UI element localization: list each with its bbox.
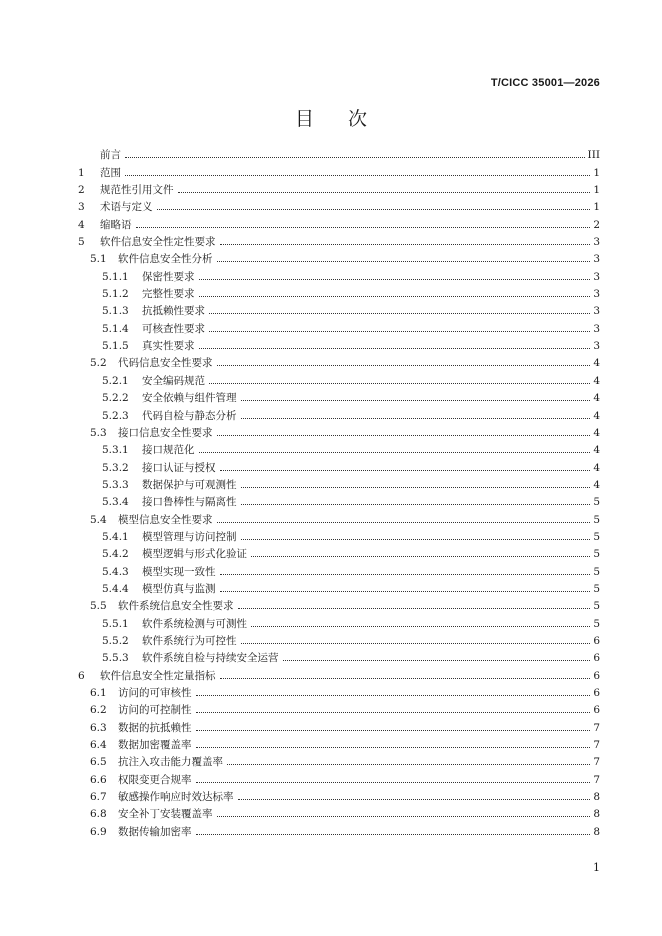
toc-entry-number: 5.2.2 — [102, 392, 129, 405]
dot-leader — [251, 556, 590, 557]
toc-entry[interactable] — [78, 735, 600, 752]
toc-entry-page: 8 — [593, 825, 600, 838]
toc-entry-label: 代码自检与静态分析 — [142, 409, 237, 422]
toc-entry[interactable] — [78, 752, 600, 769]
toc-entry-label: 接口认证与授权 — [142, 461, 216, 474]
toc-entry-number: 5 — [78, 236, 85, 249]
toc-entry-page: 6 — [593, 669, 600, 682]
toc-entry-page: 3 — [593, 253, 600, 266]
toc-entry[interactable] — [78, 665, 600, 682]
toc-entry-label: 接口规范化 — [142, 444, 195, 457]
toc-entry-page: III — [587, 149, 600, 162]
toc-entry-label: 敏感操作响应时效达标率 — [118, 791, 234, 804]
toc-entry[interactable] — [78, 821, 600, 838]
toc-entry-number: 5.3 — [90, 426, 107, 439]
dot-leader — [209, 383, 590, 384]
toc-entry[interactable] — [78, 631, 600, 648]
dot-leader — [209, 331, 590, 332]
dot-leader — [238, 608, 591, 609]
dot-leader — [125, 157, 585, 158]
toc-entry-page: 5 — [593, 600, 600, 613]
toc-entry[interactable] — [78, 700, 600, 717]
toc-entry[interactable] — [78, 180, 600, 197]
toc-entry-page: 4 — [593, 409, 600, 422]
dot-leader — [220, 591, 591, 592]
toc-entry-page: 5 — [593, 565, 600, 578]
toc-entry-label: 范围 — [100, 166, 121, 179]
toc-entry-number: 5.4.4 — [102, 582, 129, 595]
toc-entry-page: 4 — [593, 444, 600, 457]
document-code: T/CICC 35001—2026 — [490, 77, 600, 89]
dot-leader — [241, 400, 591, 401]
toc-entry-page: 5 — [593, 582, 600, 595]
dot-leader — [241, 487, 591, 488]
toc-entry-number: 6.6 — [90, 773, 107, 786]
toc-entry-number: 6.9 — [90, 825, 107, 838]
toc-entry-page: 1 — [593, 166, 600, 179]
toc-entry-number: 5.3.1 — [102, 444, 129, 457]
toc-entry[interactable] — [78, 370, 600, 387]
toc-entry[interactable] — [78, 284, 600, 301]
toc-entry[interactable] — [78, 769, 600, 786]
toc-entry[interactable] — [78, 492, 600, 509]
toc-entry-number: 5.2.1 — [102, 374, 129, 387]
toc-entry[interactable] — [78, 266, 600, 283]
dot-leader — [241, 643, 591, 644]
toc-entry[interactable] — [78, 353, 600, 370]
toc-entry-page: 4 — [593, 392, 600, 405]
toc-entry-label: 完整性要求 — [142, 288, 195, 301]
toc-entry-number: 5.4.1 — [102, 530, 129, 543]
toc-entry-label: 安全补丁安装覆盖率 — [118, 808, 213, 821]
toc-entry-label: 规范性引用文件 — [100, 184, 174, 197]
toc-entry-number: 6.2 — [90, 704, 107, 717]
toc-entry-page: 7 — [593, 721, 600, 734]
toc-entry[interactable] — [78, 423, 600, 440]
dot-leader — [227, 764, 590, 765]
dot-leader — [217, 261, 591, 262]
toc-entry-number: 6.4 — [90, 739, 107, 752]
toc-entry-page: 5 — [593, 548, 600, 561]
dot-leader — [199, 452, 591, 453]
toc-entry-label: 软件系统检测与可测性 — [142, 617, 247, 630]
toc-entry-number: 5.2 — [90, 357, 107, 370]
toc-entry-page: 3 — [593, 270, 600, 283]
dot-leader — [241, 539, 591, 540]
dot-leader — [238, 799, 591, 800]
dot-leader — [136, 227, 591, 228]
toc-entry-number: 6.3 — [90, 721, 107, 734]
toc-entry-label: 前言 — [100, 149, 121, 162]
toc-entry[interactable] — [78, 440, 600, 457]
toc-entry[interactable] — [78, 579, 600, 596]
toc-entry-label: 安全依赖与组件管理 — [142, 392, 237, 405]
page-number: 1 — [593, 861, 600, 874]
toc-entry-number: 5.1.4 — [102, 322, 129, 335]
toc-entry-page: 4 — [593, 426, 600, 439]
toc-entry-number: 6.8 — [90, 808, 107, 821]
dot-leader — [196, 712, 591, 713]
toc-entry-number: 5.1.5 — [102, 340, 129, 353]
toc-entry[interactable] — [78, 405, 600, 422]
toc-entry[interactable] — [78, 648, 600, 665]
toc-entry[interactable] — [78, 388, 600, 405]
toc-entry-number: 5.1.3 — [102, 305, 129, 318]
dot-leader — [217, 365, 591, 366]
toc-entry-label: 访问的可审核性 — [118, 687, 192, 699]
toc-entry-number: 5.2.3 — [102, 409, 129, 422]
dot-leader — [199, 279, 591, 280]
toc-entry-number: 5.4 — [90, 513, 107, 526]
toc-entry-label: 抗注入攻击能力覆盖率 — [118, 756, 223, 769]
dot-leader — [220, 678, 591, 679]
toc-entry-label: 数据加密覆盖率 — [118, 739, 192, 752]
toc-entry-label: 软件系统自检与持续安全运营 — [142, 652, 279, 665]
dot-leader — [199, 296, 591, 297]
toc-entry-label: 模型逻辑与形式化验证 — [142, 548, 247, 561]
toc-entry-number: 4 — [78, 218, 85, 231]
toc-entry-page: 5 — [593, 530, 600, 543]
toc-entry-page: 4 — [593, 478, 600, 491]
dot-leader — [220, 244, 591, 245]
toc-entry[interactable] — [78, 475, 600, 492]
toc-entry[interactable] — [78, 197, 600, 214]
toc-entry[interactable] — [78, 301, 600, 318]
toc-entry-label: 软件系统行为可控性 — [142, 634, 237, 647]
toc-entry-label: 模型实现一致性 — [142, 565, 216, 578]
toc-entry-label: 软件信息安全性分析 — [118, 253, 213, 266]
toc-entry-label: 真实性要求 — [142, 340, 195, 353]
toc-entry-label: 访问的可控制性 — [118, 704, 192, 717]
toc-entry-page: 5 — [593, 496, 600, 509]
toc-entry-label: 模型仿真与监测 — [142, 582, 216, 595]
toc-entry-page: 5 — [593, 617, 600, 630]
toc-entry-label: 保密性要求 — [142, 270, 195, 283]
toc-entry-page: 4 — [593, 357, 600, 370]
toc-entry-label: 软件信息安全性定性要求 — [100, 236, 216, 249]
dot-leader — [125, 175, 590, 176]
dot-leader — [217, 435, 591, 436]
toc-entry-page: 6 — [593, 687, 600, 699]
toc-entry[interactable] — [78, 318, 600, 335]
toc-entry[interactable] — [78, 613, 600, 630]
toc-entry-page: 3 — [593, 288, 600, 301]
dot-leader — [196, 730, 591, 731]
toc-entry-page: 4 — [593, 461, 600, 474]
toc-entry-number: 5.3.2 — [102, 461, 129, 474]
toc-entry-number: 5.5 — [90, 600, 107, 613]
toc-entry-number: 5.1.2 — [102, 288, 129, 301]
dot-leader — [178, 192, 591, 193]
toc-entry-page: 4 — [593, 374, 600, 387]
toc-entry-page: 7 — [593, 756, 600, 769]
toc-entry-page: 1 — [593, 184, 600, 197]
toc-entry-number: 6 — [78, 669, 85, 682]
dot-leader — [196, 747, 591, 748]
toc-entry-number: 5.1.1 — [102, 270, 129, 283]
toc-entry-number: 1 — [78, 166, 85, 179]
dot-leader — [217, 522, 591, 523]
dot-leader — [209, 313, 590, 314]
toc-entry-number: 6.7 — [90, 791, 107, 804]
toc-entry-page: 5 — [593, 513, 600, 526]
toc-entry-label: 代码信息安全性要求 — [118, 357, 213, 370]
dot-leader — [283, 660, 591, 661]
toc-entry[interactable] — [78, 717, 600, 734]
toc-entry-label: 接口鲁棒性与隔离性 — [142, 496, 237, 509]
toc-entry[interactable] — [78, 804, 600, 821]
toc-entry[interactable] — [78, 162, 600, 179]
toc-entry[interactable] — [78, 787, 600, 804]
dot-leader — [196, 695, 591, 696]
toc-entry-page: 8 — [593, 791, 600, 804]
toc-entry-number: 5.1 — [90, 253, 107, 266]
toc-entry-page: 7 — [593, 739, 600, 752]
toc-entry-number: 3 — [78, 201, 85, 214]
toc-entry-number: 5.4.3 — [102, 565, 129, 578]
dot-leader — [199, 348, 591, 349]
toc-entry[interactable] — [78, 683, 600, 700]
dot-leader — [241, 418, 591, 419]
toc-entry[interactable] — [78, 214, 600, 231]
toc-entry-number: 5.5.2 — [102, 634, 129, 647]
toc-entry-label: 数据保护与可观测性 — [142, 478, 237, 491]
toc-entry-number: 5.4.2 — [102, 548, 129, 561]
toc-entry-label: 缩略语 — [100, 218, 132, 231]
toc-entry-label: 数据的抗抵赖性 — [118, 721, 192, 734]
dot-leader — [220, 574, 591, 575]
toc-entry[interactable] — [78, 145, 600, 162]
toc-entry-label: 抗抵赖性要求 — [142, 305, 205, 318]
toc-entry-page: 8 — [593, 808, 600, 821]
toc-entry[interactable] — [78, 509, 600, 526]
toc-entry-label: 软件信息安全性定量指标 — [100, 669, 216, 682]
toc-entry-number: 5.5.1 — [102, 617, 129, 630]
toc-entry-label: 权限变更合规率 — [118, 773, 192, 786]
dot-leader — [220, 470, 591, 471]
toc-entry-label: 安全编码规范 — [142, 374, 205, 387]
toc-entry[interactable] — [78, 457, 600, 474]
toc-entry[interactable] — [78, 336, 600, 353]
toc-entry-number: 2 — [78, 184, 85, 197]
toc-entry[interactable] — [78, 596, 600, 613]
toc-entry-number: 5.5.3 — [102, 652, 129, 665]
dot-leader — [241, 504, 591, 505]
toc-entry-number: 5.3.4 — [102, 496, 129, 509]
toc-entry[interactable] — [78, 544, 600, 561]
dot-leader — [217, 816, 591, 817]
toc-entry-number: 5.3.3 — [102, 478, 129, 491]
toc-entry-page: 3 — [593, 305, 600, 318]
toc-entry-label: 数据传输加密率 — [118, 825, 192, 838]
toc-entry-page: 3 — [593, 322, 600, 335]
toc-title: 目次 — [294, 108, 401, 130]
dot-leader — [196, 834, 591, 835]
toc-entry-label: 模型管理与访问控制 — [142, 530, 237, 543]
toc-entry-number: 6.1 — [90, 687, 107, 699]
toc-entry-label: 可核查性要求 — [142, 322, 205, 335]
toc-entry[interactable] — [78, 232, 600, 249]
toc-entry-page: 3 — [593, 236, 600, 249]
toc-entry-label: 模型信息安全性要求 — [118, 513, 213, 526]
toc-entry-page: 6 — [593, 652, 600, 665]
dot-leader — [196, 782, 591, 783]
toc-entry-page: 7 — [593, 773, 600, 786]
dot-leader — [251, 626, 590, 627]
table-of-contents — [78, 145, 600, 839]
toc-entry-page: 6 — [593, 704, 600, 717]
toc-entry-page: 6 — [593, 634, 600, 647]
toc-entry-page: 1 — [593, 201, 600, 214]
toc-entry-label: 软件系统信息安全性要求 — [118, 600, 234, 613]
toc-entry-page: 2 — [593, 218, 600, 231]
toc-entry-page: 3 — [593, 340, 600, 353]
toc-entry[interactable] — [78, 527, 600, 544]
toc-entry-label: 术语与定义 — [100, 201, 153, 214]
dot-leader — [157, 209, 591, 210]
toc-entry-label: 接口信息安全性要求 — [118, 426, 213, 439]
toc-entry[interactable] — [78, 249, 600, 266]
toc-entry[interactable] — [78, 561, 600, 578]
toc-entry-number: 6.5 — [90, 756, 107, 769]
